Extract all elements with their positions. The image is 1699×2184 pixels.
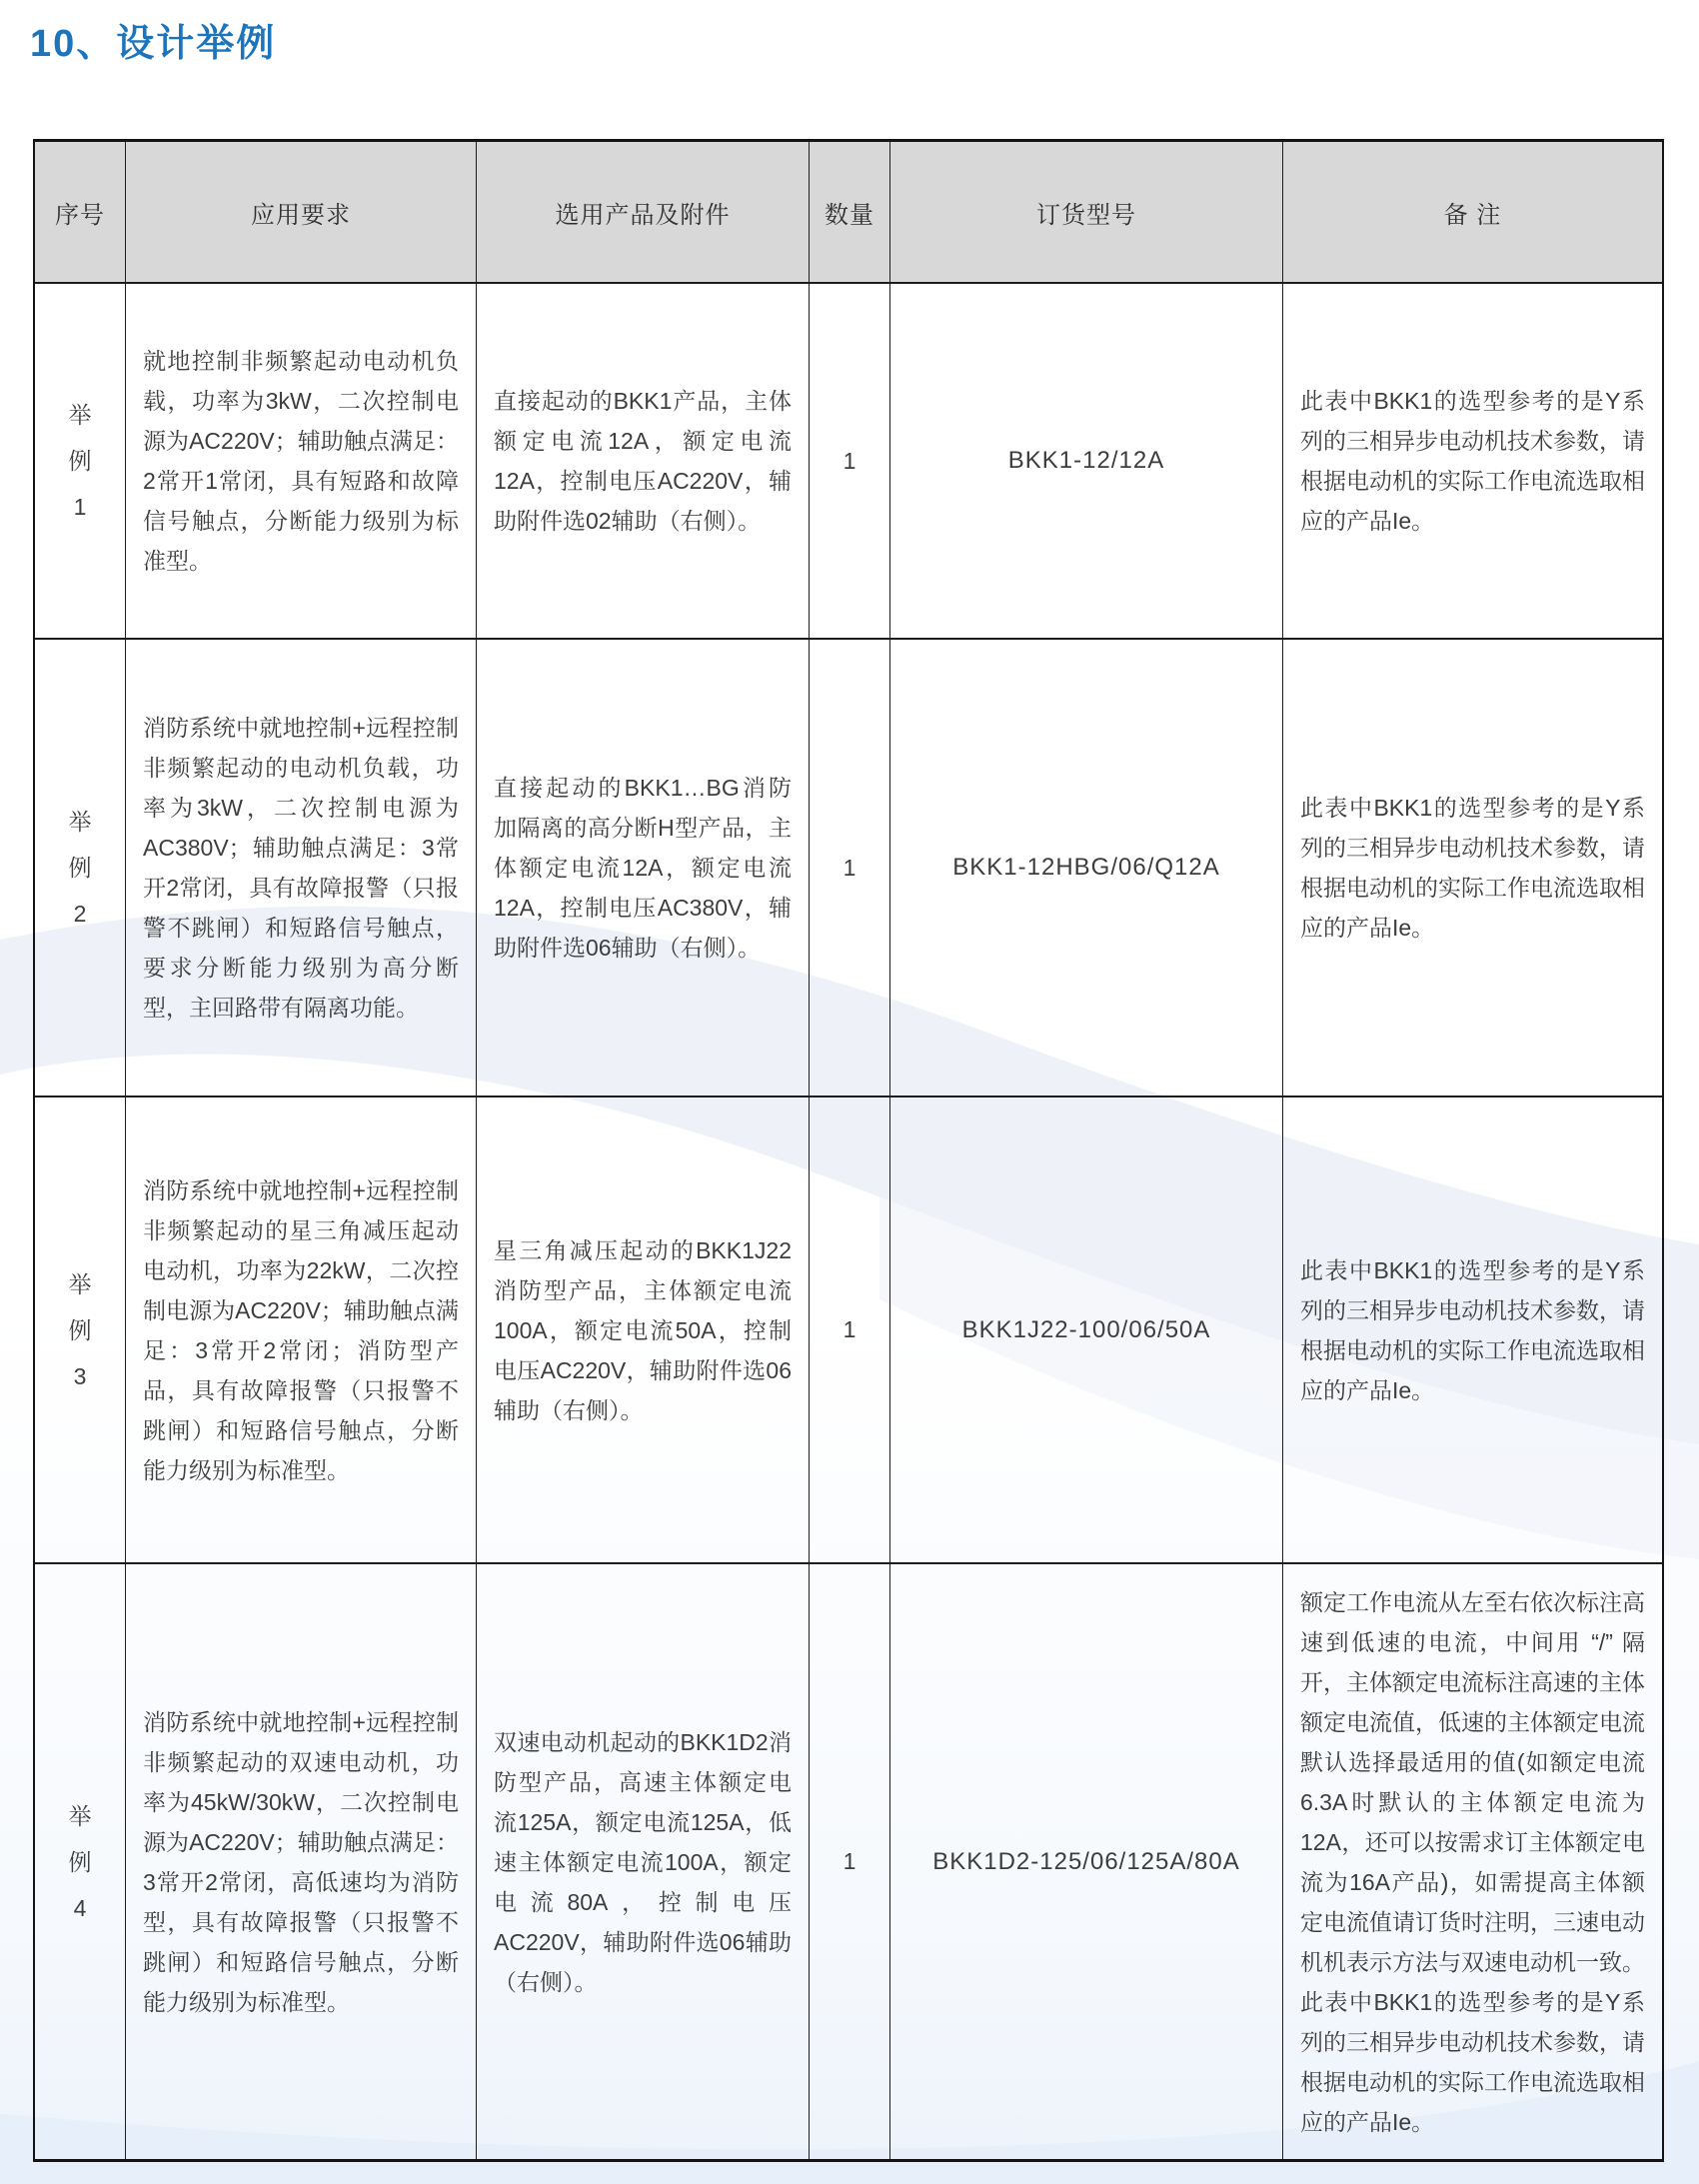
row2-qty-cell: 1 [810,640,890,1097]
row2-remark-cell [1283,640,1662,1097]
row1-serial-cell [35,284,126,640]
serial-line: 例 [68,1848,92,1875]
serial-line: 1 [73,494,87,520]
row3-serial-cell [35,1097,126,1564]
row4-qty-cell: 1 [810,1564,890,2159]
serial-line: 例 [68,448,92,474]
row4-requirement-cell [126,1564,477,2159]
row3-requirement-cell [126,1097,477,1564]
product-text: 直接起动的BKK1产品，主体额定电流12A，额定电流12A，控制电压AC220V，辅助附件选02辅助（右侧）。 [494,388,792,534]
col-header-model: 订货型号 [890,142,1283,284]
col-header-remark: 备 注 [1283,142,1662,284]
row3-qty-cell: 1 [810,1097,890,1564]
serial-line: 举 [68,1802,92,1829]
serial-line: 例 [68,1316,92,1343]
remark-text: 额定工作电流从左至右依次标注高速到低速的电流，中间用 “/” 隔开，主体额定电流标注高速的主体额定电流值，低速的主体额定电流默认选择最适用的值(如额定电流6.3A时默认的主体额定电流为12A，还可以按需求订主体额定电流为16A产品)，如需提高主体额定电流值请订货时注明，三速电动机机表示方法与双速电动机一致。 [1300,1588,1645,1975]
requirement-text: 消防系统中就地控制+远程控制非频繁起动的星三角减压起动电动机，功率为22kW，二次控制电源为AC220V；辅助触点满足：3常开2常闭；消防型产品，具有故障报警（只报警不跳闸）和短路信号触点，分断能力级别为标准型。 [143,1176,459,1483]
page-title: 10、设计举例 [30,23,277,65]
row3-product-cell [477,1097,810,1564]
product-text: 直接起动的BKK1…BG消防加隔离的高分断H型产品，主体额定电流12A，额定电流12A，控制电压AC380V，辅助附件选06辅助（右侧）。 [494,775,792,961]
serial-line: 例 [68,855,92,881]
row2-product-cell [477,640,810,1097]
row2-model-cell: BKK1-12HBG/06/Q12A [890,640,1283,1097]
row1-qty-cell: 1 [810,284,890,640]
row1-requirement-cell [126,284,477,640]
row1-remark-cell [1283,284,1662,640]
remark-text: 此表中BKK1的选型参考的是Y系列的三相异步电动机技术参数，请根据电动机的实际工作电流选取相应的产品Ie。 [1300,388,1645,534]
col-header-qty: 数量 [810,142,890,284]
serial-line: 举 [68,402,92,428]
remark-text: 此表中BKK1的选型参考的是Y系列的三相异步电动机技术参数，请根据电动机的实际工作电流选取相应的产品Ie。 [1300,1988,1645,2135]
row4-serial-cell [35,1564,126,2159]
col-header-serial: 序号 [35,142,126,284]
row2-requirement-cell [126,640,477,1097]
row3-remark-cell [1283,1097,1662,1564]
requirement-text: 消防系统中就地控制+远程控制非频繁起动的双速电动机，功率为45kW/30kW，二次控制电源为AC220V；辅助触点满足：3常开2常闭，高低速均为消防型，具有故障报警（只报警不跳闸）和短路信号触点，分断能力级别为标准型。 [143,1708,459,2015]
design-examples-table [33,139,1664,2162]
serial-line: 举 [68,1270,92,1297]
col-header-product: 选用产品及附件 [477,142,810,284]
col-header-requirement: 应用要求 [126,142,477,284]
row3-model-cell: BKK1J22-100/06/50A [890,1097,1283,1564]
product-text: 星三角减压起动的BKK1J22消防型产品，主体额定电流100A，额定电流50A，控制电压AC220V，辅助附件选06辅助（右侧）。 [494,1236,792,1423]
serial-line: 4 [73,1894,87,1921]
product-text: 双速电动机起动的BKK1D2消防型产品，高速主体额定电流125A，额定电流125A，低速主体额定电流100A，额定电流80A，控制电压AC220V，辅助附件选06辅助（右侧）。 [494,1728,792,1995]
row4-model-cell: BKK1D2-125/06/125A/80A [890,1564,1283,2159]
serial-line: 3 [73,1362,87,1389]
remark-text: 此表中BKK1的选型参考的是Y系列的三相异步电动机技术参数，请根据电动机的实际工作电流选取相应的产品Ie。 [1300,795,1645,941]
remark-text: 此表中BKK1的选型参考的是Y系列的三相异步电动机技术参数，请根据电动机的实际工作电流选取相应的产品Ie。 [1300,1256,1645,1403]
requirement-text: 消防系统中就地控制+远程控制非频繁起动的电动机负载，功率为3kW，二次控制电源为AC380V；辅助触点满足：3常开2常闭，具有故障报警（只报警不跳闸）和短路信号触点，要求分断能力级别为高分断型，主回路带有隔离功能。 [143,715,459,1021]
serial-line: 2 [73,901,87,927]
requirement-text: 就地控制非频繁起动电动机负载，功率为3kW，二次控制电源为AC220V；辅助触点满足：2常开1常闭，具有短路和故障信号触点，分断能力级别为标准型。 [143,348,459,574]
row4-product-cell [477,1564,810,2159]
row1-product-cell [477,284,810,640]
row4-remark-cell [1283,1564,1662,2159]
row1-model-cell: BKK1-12/12A [890,284,1283,640]
serial-line: 举 [68,809,92,835]
row2-serial-cell [35,640,126,1097]
